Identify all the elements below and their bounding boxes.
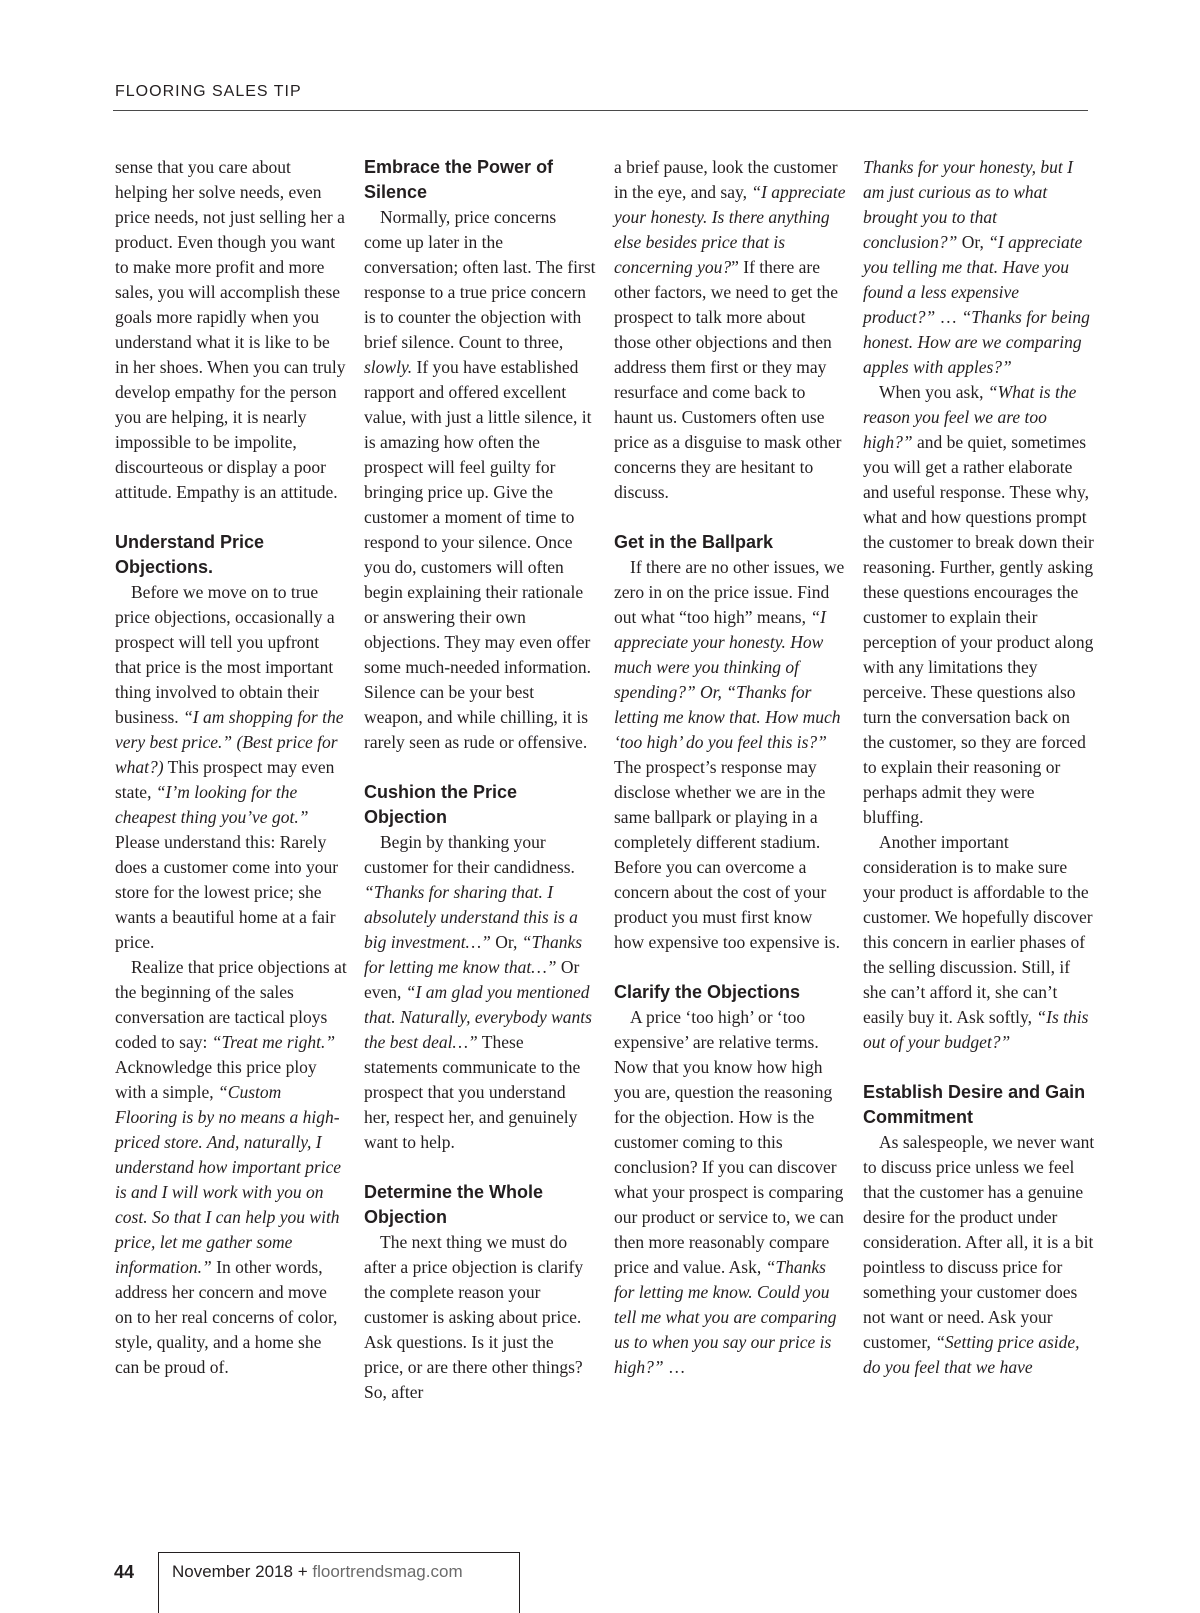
subheading-get-in-ballpark: Get in the Ballpark bbox=[614, 532, 774, 552]
paragraph: Another important consideration is to make sure your product is affordable to the customer. We hopefully discover this concern in earlier phases of the selling discussion. Still, if she can’t afford it, she can’t easily buy it. Ask softly, “Is this out of your budget?” bbox=[863, 832, 1093, 1052]
subheading-cushion-price-objection: Cushion the Price Objection bbox=[364, 782, 518, 827]
paragraph: Realize that price objections at the beginning of the sales conversation are tactical ploys coded to say: “Treat me right.” Acknowledge this price ploy with a simple, “Custom Flooring is by no means a high-priced store. And, naturally, I understand how important price is and I will work with you on cost. So that I can help you with price, let me gather some information.” In other words, address her concern and move on to her real concerns of color, style, quality, and a home she can be proud of. bbox=[115, 957, 347, 1377]
paragraph: When you ask, “What is the reason you feel we are too high?” and be quiet, sometimes you will get a rather elaborate and useful response. These why, what and how questions prompt the customer to break down their reasoning. Further, gently asking these questions encourages the customer to explain their perception of your product along with any limitations they perceive. These questions also turn the conversation back on the customer, so they are forced to explain their reasoning or perhaps admit they were bluffing. bbox=[863, 382, 1094, 827]
issue-date: November 2018 bbox=[172, 1562, 293, 1581]
subheading-clarify-objections: Clarify the Objections bbox=[614, 982, 801, 1002]
paragraph: If there are no other issues, we zero in on the price issue. Find out what “too high” means, “I appreciate your honesty. How much were you thinking of spending?” Or, “Thanks for letting me know that. How much ‘too high’ do you feel this is?” The prospect’s response may disclose whether we are in the same ballpark or playing in a completely different stadium. Before you can overcome a concern about the cost of your product you must first know how expensive too expensive is. bbox=[614, 557, 845, 952]
footer-info bbox=[172, 1562, 463, 1582]
paragraph: Begin by thanking your customer for their candidness. “Thanks for sharing that. I absolutely understand this is a big investment…” Or, “Thanks for letting me know that…” Or even, “I am glad you mentioned that. Naturally, everybody wants the best deal…” These statements communicate to the prospect that you understand her, respect her, and genuinely want to help. bbox=[364, 832, 592, 1152]
paragraph: The next thing we must do after a price objection is clarify the complete reason your customer is asking about price. Ask questions. Is it just the price, or are there other things? So, after bbox=[364, 1232, 584, 1402]
page-number: 44 bbox=[114, 1562, 135, 1582]
column-4 bbox=[863, 155, 1095, 1380]
section-header: FLOORING SALES TIP bbox=[115, 83, 302, 100]
paragraph: As salespeople, we never want to discuss price unless we feel that the customer has a genuine desire for the product under consideration. After all, it is a bit pointless to discuss price for something your customer does not want or need. Ask your customer, “Setting price aside, do you feel that we have bbox=[863, 1132, 1095, 1377]
paragraph: Thanks for your honesty, but I am just curious as to what brought you to that conclusion?” Or, “I appreciate you telling me that. Have you found a less expensive product?” … “Thanks for being honest. How are we comparing apples with apples?” bbox=[863, 157, 1090, 377]
paragraph: Normally, price concerns come up later in the conversation; often last. The first response to a true price concern is to counter the objection with brief silence. Count to three, slowly. If you have established rapport and offered excellent value, with just a little silence, it is amazing how often the prospect will feel guilty for bringing price up. Give the customer a moment of time to respond to your silence. Once you do, customers will often begin explaining their rationale or answering their own objections. They may even offer some much-needed information. Silence can be your best weapon, and while chilling, it is rarely seen as rude or offensive. bbox=[364, 207, 596, 752]
header-rule bbox=[113, 110, 1088, 111]
paragraph: Before we move on to true price objections, occasionally a prospect will tell you upfront that price is the most important thing involved to obtain their business. “I am shopping for the very best price.” (Best price for what?) This prospect may even state, “I’m looking for the cheapest thing you’ve got.” Please understand this: Rarely does a customer come into your store for the lowest price; she wants a beautiful home at a fair price. bbox=[115, 582, 344, 952]
website-link[interactable]: floortrendsmag.com bbox=[312, 1562, 463, 1581]
column-3 bbox=[614, 155, 846, 1380]
paragraph: A price ‘too high’ or ‘too expensive’ are relative terms. Now that you know how high you are, question the reasoning for the objection. How is the customer coming to this conclusion? If you can discover what your prospect is comparing our product or service to, we can then more reasonably compare price and value. Ask, “Thanks for letting me know. Could you tell me what you are comparing us to when you say our price is high?” … bbox=[614, 1007, 844, 1377]
paragraph: sense that you care about helping her solve needs, even price needs, not just selling her a product. Even though you want to make more profit and more sales, you will accomplish these goals more rapidly when you understand what it is like to be in her shoes. When you can truly develop empathy for the person you are helping, it is nearly impossible to be impolite, discourteous or display a poor attitude. Empathy is an attitude. bbox=[115, 157, 346, 502]
column-2 bbox=[364, 155, 596, 1405]
paragraph: a brief pause, look the customer in the eye, and say, “I appreciate your honesty. Is there anything else besides price that is concerning you?” If there are other factors, we need to get the prospect to talk more about those other objections and then address them first or they may resurface and come back to haunt us. Customers often use price as a disguise to mask other concerns they are hesitant to discuss. bbox=[614, 157, 846, 502]
subheading-establish-desire: Establish Desire and Gain Commitment bbox=[863, 1082, 1086, 1127]
subheading-embrace-silence: Embrace the Power of Silence bbox=[364, 157, 554, 202]
footer-separator: + bbox=[297, 1562, 308, 1581]
subheading-determine-whole-objection: Determine the Whole Objection bbox=[364, 1182, 544, 1227]
subheading-understand-price-objections: Understand Price Objections. bbox=[115, 532, 265, 577]
column-1 bbox=[115, 155, 347, 1380]
